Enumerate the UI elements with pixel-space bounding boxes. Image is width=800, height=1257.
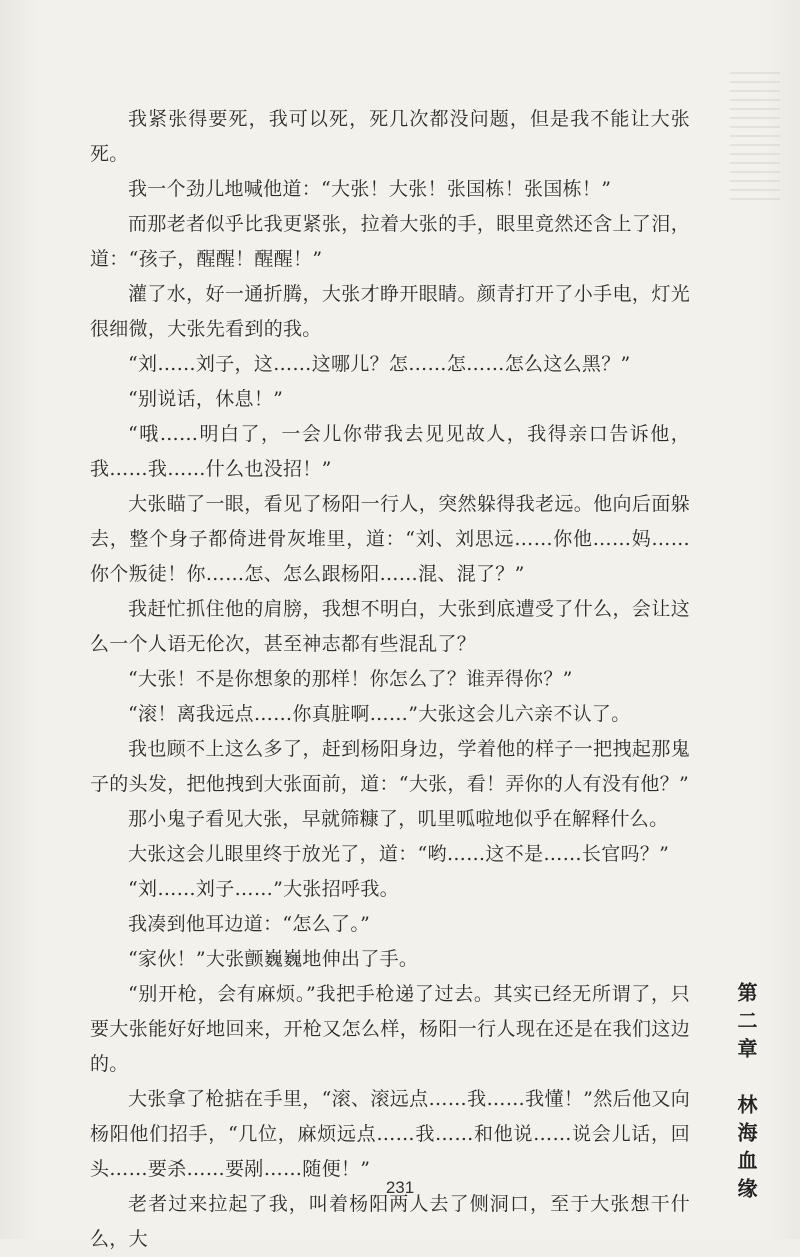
paragraph: “刘……刘子，这……这哪儿？怎……怎……怎么这么黑？”	[128, 353, 631, 375]
chapter-side-title: 第二章 林海血缘	[734, 982, 758, 1206]
body-text	[90, 102, 690, 1257]
paragraph: “家伙！”大张颤巍巍地伸出了手。	[128, 948, 419, 970]
paragraph: 我也顾不上这么多了，赶到杨阳身边，学着他的样子一把拽起那鬼子的头发，把他拽到大张面前，道：“大张，看！弄你的人有没有他？”	[90, 738, 690, 795]
page-number: 231	[385, 1178, 415, 1197]
paragraph: 大张拿了枪掂在手里，“滚、滚远点……我……我懂！”然后他又向杨阳他们招手，“几位，麻烦远点……我……和他说……说会儿话，回头……要杀……要剐……随便！”	[90, 1088, 690, 1180]
paragraph: 而那老者似乎比我更紧张，拉着大张的手，眼里竟然还含上了泪，道：“孩子，醒醒！醒醒！”	[90, 213, 690, 270]
paragraph: 我紧张得要死，我可以死，死几次都没问题，但是我不能让大张死。	[90, 108, 690, 165]
paragraph: “刘……刘子……”大张招呼我。	[128, 878, 399, 900]
paragraph: 我一个劲儿地喊他道：“大张！大张！张国栋！张国栋！”	[128, 178, 612, 200]
bleed-through-marks	[730, 70, 780, 200]
paragraph: 大张瞄了一眼，看见了杨阳一行人，突然躲得我老远。他向后面躲去，整个身子都倚进骨灰堆里，道：“刘、刘思远……你他……妈……你个叛徒！你……怎、怎么跟杨阳……混、混了？”	[90, 493, 690, 585]
paragraph: 那小鬼子看见大张，早就筛糠了，叽里呱啦地似乎在解释什么。	[128, 808, 669, 830]
paragraph: “别开枪，会有麻烦。”我把手枪递了过去。其实已经无所谓了，只要大张能好好地回来，开枪又怎么样，杨阳一行人现在还是在我们这边的。	[90, 983, 690, 1075]
paragraph: 我赶忙抓住他的肩膀，我想不明白，大张到底遭受了什么，会让这么一个人语无伦次，甚至神志都有些混乱了？	[90, 598, 690, 655]
paragraph: “哦……明白了，一会儿你带我去见见故人，我得亲口告诉他，我……我……什么也没招！”	[90, 423, 690, 480]
paragraph: 老者过来拉起了我，叫着杨阳两人去了侧洞口，至于大张想干什么，大	[90, 1193, 690, 1250]
paragraph: “大张！不是你想象的那样！你怎么了？谁弄得你？”	[128, 668, 573, 690]
paragraph: “滚！离我远点……你真脏啊……”大张这会儿六亲不认了。	[128, 703, 631, 725]
paragraph: 灌了水，好一通折腾，大张才睁开眼睛。颜青打开了小手电，灯光很细微，大张先看到的我。	[90, 283, 690, 340]
paragraph: 大张这会儿眼里终于放光了，道：“哟……这不是……长官吗？”	[128, 843, 670, 865]
paragraph: 我凑到他耳边道：“怎么了。”	[128, 913, 371, 935]
paragraph: “别说话，休息！”	[128, 388, 284, 410]
